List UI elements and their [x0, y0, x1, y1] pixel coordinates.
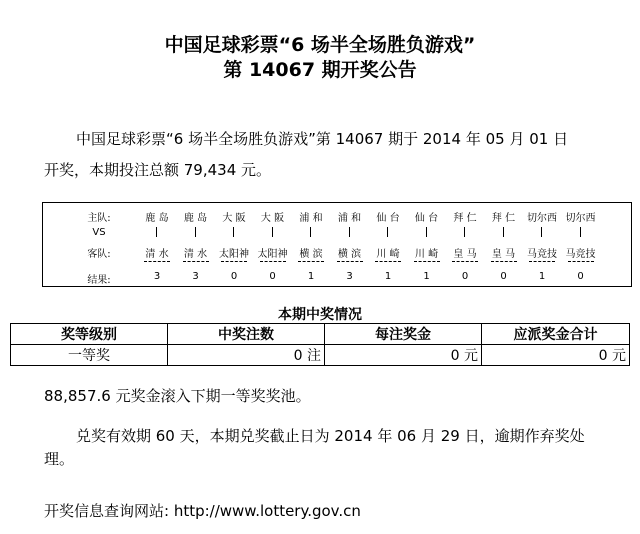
- dashed-rule: [260, 261, 286, 262]
- away-team: 皇 马: [491, 249, 516, 260]
- vs-divider: [426, 227, 427, 237]
- intro-line-2: 开奖，本期投注总额 79,434 元。: [44, 161, 272, 179]
- result-label: 结果:: [87, 275, 111, 286]
- vs-divider: [580, 227, 581, 237]
- table-row: [11, 345, 630, 366]
- website-text: 开奖信息查询网站: http://www.lottery.gov.cn: [44, 502, 361, 520]
- dashed-rule: [298, 261, 324, 262]
- dashed-rule: [568, 261, 594, 262]
- vs-divider: [503, 227, 504, 237]
- away-team: 横 滨: [337, 249, 362, 260]
- away-team: 川 崎: [376, 249, 400, 260]
- match-column: [408, 203, 446, 288]
- match-column: [138, 203, 176, 288]
- match-column: [331, 203, 369, 288]
- prize-total: 0 元: [482, 345, 630, 366]
- dashed-rule: [375, 261, 401, 262]
- rollover-text: 88,857.6 元奖金滚入下期一等奖奖池。: [44, 387, 311, 405]
- dashed-rule: [452, 261, 478, 262]
- vs-divider: [233, 227, 234, 237]
- away-team: 横 滨: [299, 249, 323, 260]
- away-team: 马竞技: [527, 249, 557, 260]
- announcement-title: 中国足球彩票“6 场半全场胜负游戏”: [164, 34, 476, 56]
- away-team: 马竞技: [565, 249, 596, 260]
- home-team: 切尔西: [527, 213, 557, 224]
- match-column: [254, 203, 292, 288]
- home-team: 仙 台: [414, 213, 439, 224]
- dashed-rule: [144, 261, 170, 262]
- match-result: 1: [307, 271, 315, 282]
- dashed-rule: [491, 261, 517, 262]
- away-team: 川 崎: [414, 249, 439, 260]
- match-result: 0: [230, 271, 238, 282]
- home-team: 浦 和: [299, 213, 323, 224]
- home-team: 浦 和: [337, 213, 362, 224]
- away-team: 太阳神: [257, 249, 288, 260]
- dashed-rule: [414, 261, 440, 262]
- vs-divider: [310, 227, 311, 237]
- away-team: 皇 马: [453, 249, 477, 260]
- prize-section-title: 本期中奖情况: [278, 307, 362, 323]
- prize-per: 0 元: [325, 345, 482, 366]
- match-result: 1: [384, 271, 392, 282]
- header-count: 中奖注数: [168, 324, 325, 345]
- home-team: 鹿 岛: [183, 213, 208, 224]
- vs-divider: [541, 227, 542, 237]
- match-column: [369, 203, 407, 288]
- match-table: [42, 202, 632, 287]
- match-result: 0: [461, 271, 469, 282]
- dashed-rule: [221, 261, 247, 262]
- prize-level: 一等奖: [11, 345, 168, 366]
- dashed-rule: [529, 261, 555, 262]
- match-result: 0: [500, 271, 507, 282]
- dashed-rule: [337, 261, 363, 262]
- home-team: 大 阪: [222, 213, 246, 224]
- intro-line-1: 中国足球彩票“6 场半全场胜负游戏”第 14067 期于 2014 年 05 月 01 日: [76, 130, 569, 148]
- match-column: [177, 203, 215, 288]
- vs-divider: [272, 227, 273, 237]
- home-team: 拜 仁: [453, 213, 477, 224]
- vs-divider: [195, 227, 196, 237]
- match-column: [523, 203, 561, 288]
- match-column: [215, 203, 253, 288]
- validity-line-1: 兑奖有效期 60 天，本期兑奖截止日为 2014 年 06 月 29 日，逾期作弃奖处: [76, 427, 585, 445]
- home-team: 大 阪: [260, 213, 285, 224]
- header-level: 奖等级别: [11, 324, 168, 345]
- vs-divider: [349, 227, 350, 237]
- header-total: 应派奖金合计: [482, 324, 630, 345]
- home-team: 仙 台: [376, 213, 400, 224]
- match-result: 0: [269, 271, 276, 282]
- match-result: 1: [423, 271, 430, 282]
- vs-divider: [387, 227, 388, 237]
- header-per: 每注奖金: [325, 324, 482, 345]
- prize-header-row: [11, 324, 630, 345]
- validity-line-2: 理。: [44, 450, 75, 468]
- home-label: 主队:: [87, 213, 111, 224]
- away-team: 太阳神: [219, 249, 249, 260]
- away-team: 清 水: [183, 249, 208, 260]
- match-column: [485, 203, 523, 288]
- match-result: 1: [538, 271, 546, 282]
- match-result: 3: [153, 271, 161, 282]
- dashed-rule: [183, 261, 209, 262]
- away-label: 客队:: [87, 249, 111, 260]
- home-team: 拜 仁: [491, 213, 516, 224]
- prize-count: 0 注: [168, 345, 325, 366]
- vs-label: VS: [92, 227, 106, 238]
- match-column: [446, 203, 484, 288]
- away-team: 清 水: [145, 249, 169, 260]
- match-result: 3: [346, 271, 353, 282]
- vs-divider: [156, 227, 157, 237]
- vs-divider: [464, 227, 465, 237]
- issue-title: 第 14067 期开奖公告: [223, 59, 417, 81]
- home-team: 鹿 岛: [145, 213, 169, 224]
- prize-table: [10, 323, 630, 366]
- match-result: 0: [577, 271, 584, 282]
- match-column: [292, 203, 330, 288]
- home-team: 切尔西: [565, 213, 596, 224]
- match-column: [562, 203, 600, 288]
- match-result: 3: [192, 271, 199, 282]
